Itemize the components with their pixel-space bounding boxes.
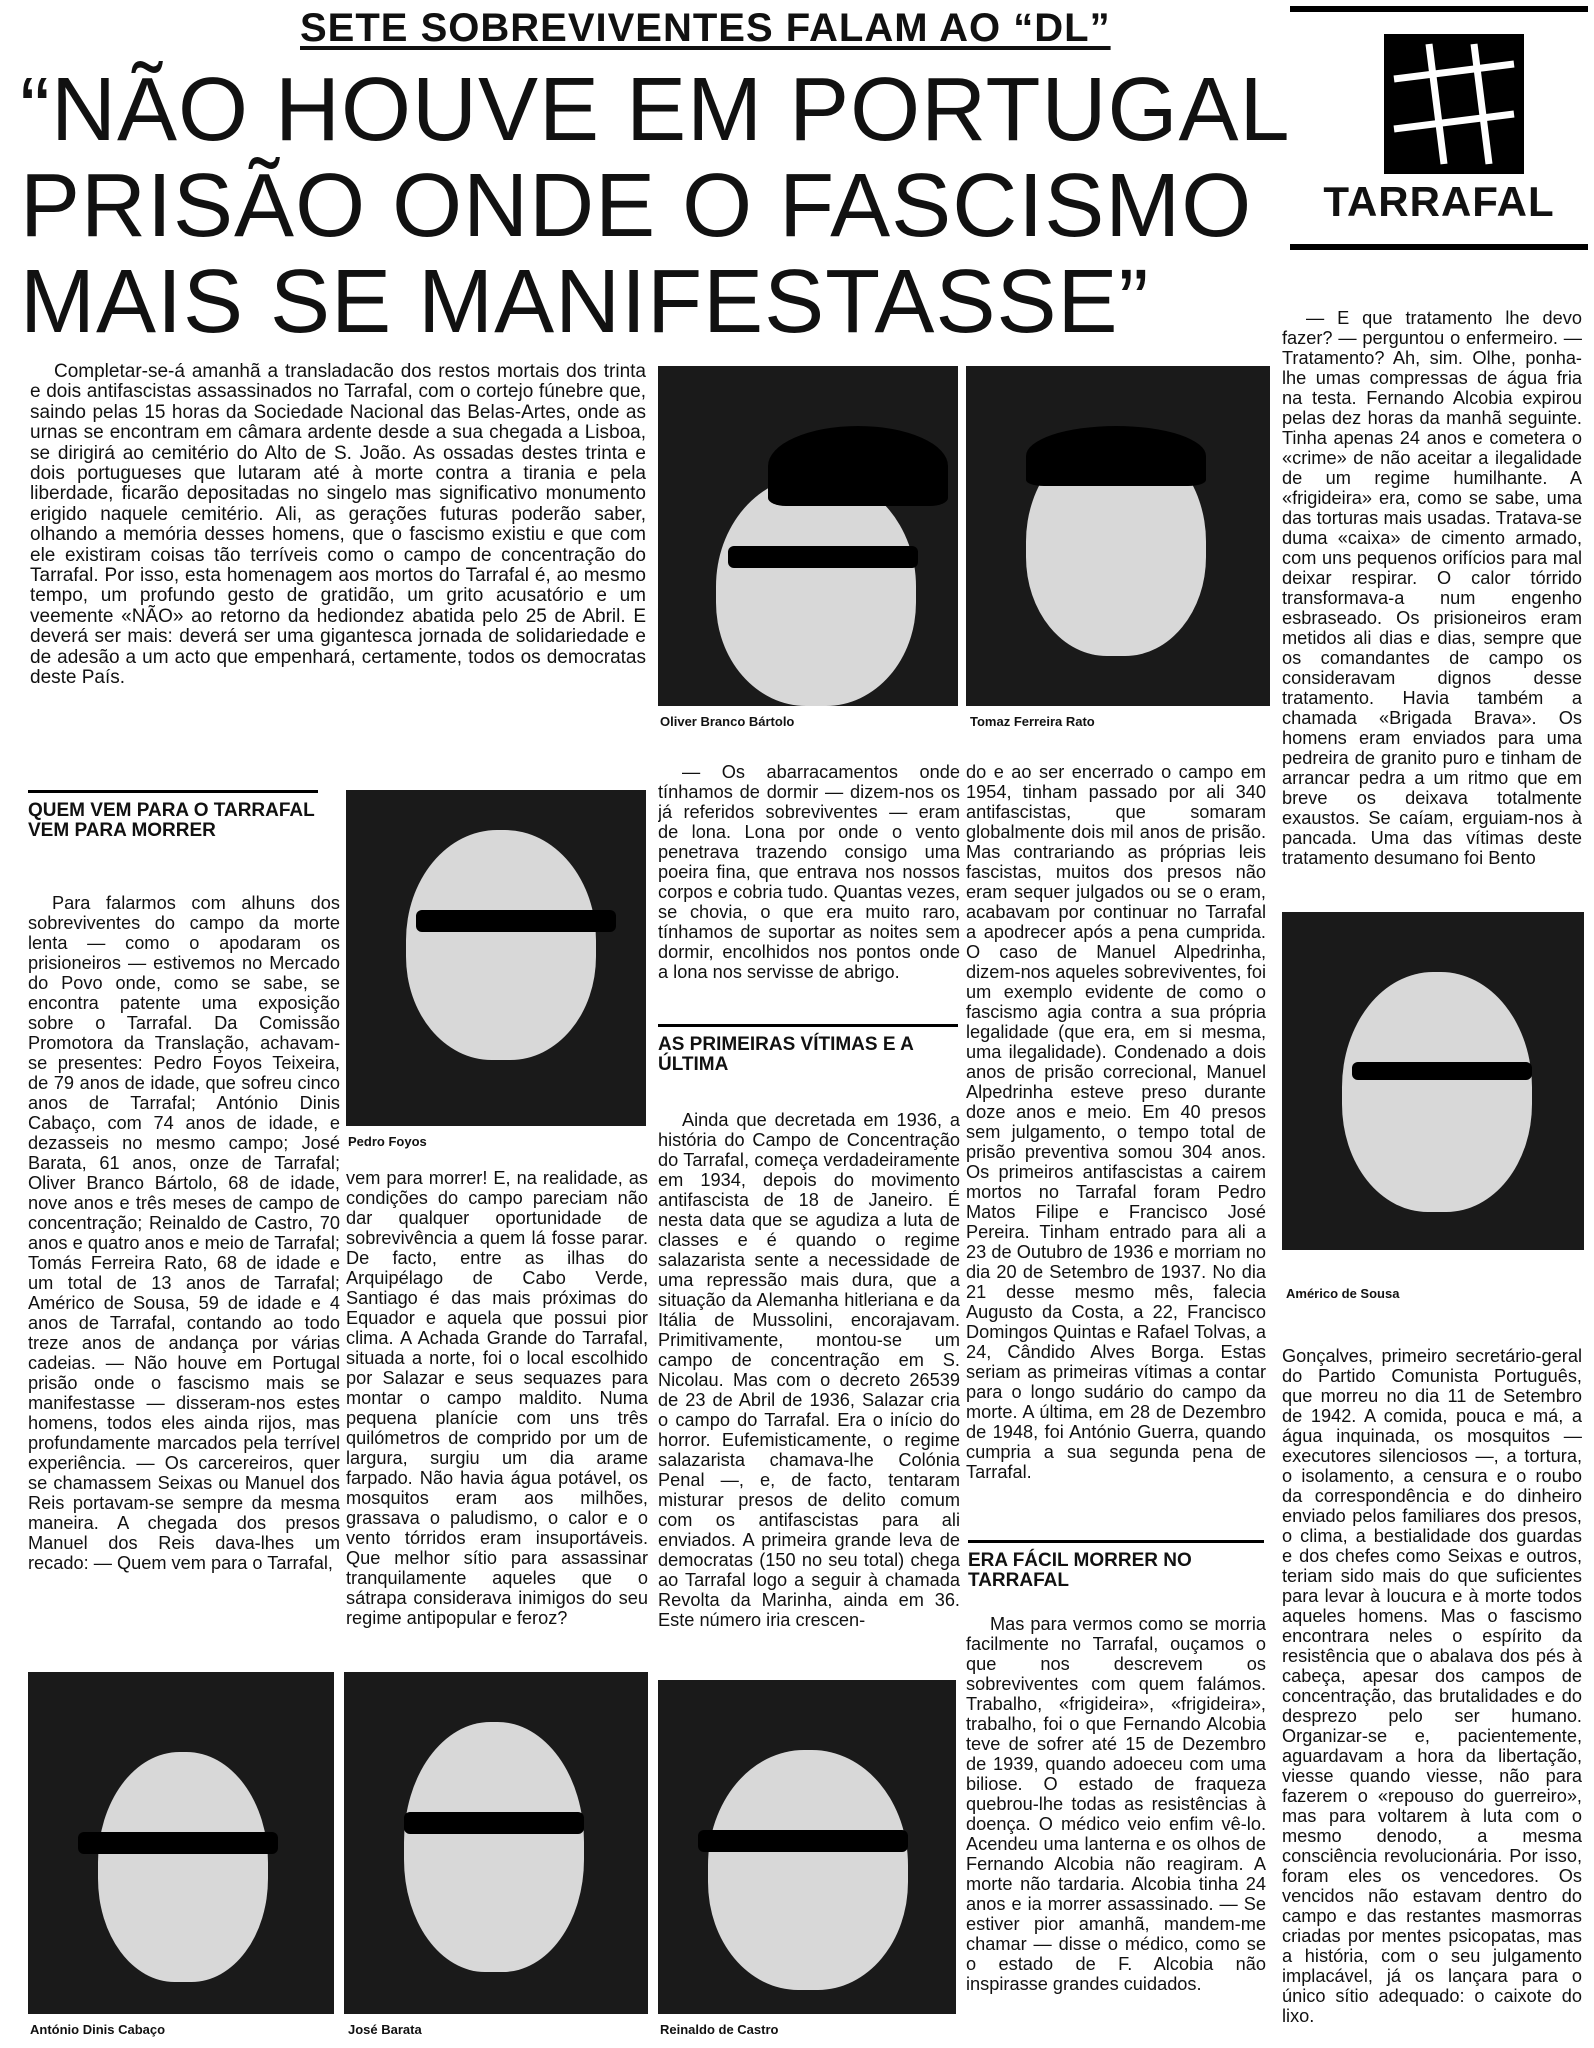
caption-antonio: António Dinis Cabaço (30, 2022, 166, 2037)
column-1 (28, 893, 340, 1653)
column-3-top (658, 762, 960, 1026)
caption-pedro: Pedro Foyos (348, 1134, 427, 1149)
lead-text: Completar-se-á amanhã a transladacão dos restos mortais dos trinta e dois antifascistas assassinados no Tarrafal, com o cortejo fúnebre que, saindo pelas 15 horas da Sociedade Nacional das Belas-Artes, onde as urnas se encontram em câmara ardente desde a sua chegada a Lisboa, se dirigirá ao cemitério do Alto de S. João. As ossadas destes trinta e dois portugueses que lutaram até à morte contra a tirania e pela liberdade, ficarão depositadas no singelo mas significativo monumento erigido naquele cemitério. Ali, as gerações futuras poderão saber, olhando a memória desses homens, que o fascismo existiu e que com ele existiram coisas tão terríveis como o campo de concentração do Tarrafal. Por isso, esta homenagem aos mortos do Tarrafal é, ao mesmo tempo, um profundo gesto de gratidão, um grito acusatório e um veemente «NÃO» ao retorno da hediondez abatida pelo 25 de Abril. E deverá ser mais: deverá ser uma gigantesca jornada de solidariedade e de adesão a um acto que empenhará, certamente, todos os democratas deste País. (30, 362, 646, 689)
column-1-text: Para falarmos com alhuns dos sobreviventes do campo da morte lenta — como o apodaram os prisioneiros — estivemos no Mercado do Povo onde, como se sabe, se encontra patente uma exposição sobre o Tarrafal. Da Comissão Promotora da Translação, achavam-se presentes: Pedro Foyos Teixeira, de 79 anos de idade, que sofreu cinco anos de Tarrafal; António Dinis Cabaço, com 74 anos de idade, e dezasseis no mesmo campo; José Barata, 61 anos, onze de Tarrafal; Oliver Branco Bártolo, 68 de idade, nove anos e três meses de campo de concentração; Reinaldo de Castro, 70 anos e quatro anos e meio de Tarrafal; Tomás Ferreira Rato, 68 de idade e um total de 13 anos de Tarrafal; Américo de Sousa, 59 de idade e 4 anos de Tarrafal, contando ao todo treze anos de andança por várias cadeias. — Não houve em Portugal prisão onde o fascismo mais se manifestasse — disseram-nos estes homens, todos eles ainda rijos, mas profundamente marcados pela terrível experiência. — Os carcereiros, quer se chamassem Seixas ou Manuel dos Reis portavam-se sempre da mesma maneira. A chegada dos presos Manuel dos Reis dava-lhes um recado: — Quem vem para o Tarrafal, (28, 893, 340, 1573)
column-5-bottom (1282, 1346, 1582, 2042)
column-3-bottom (658, 1110, 960, 1670)
caption-tomaz: Tomaz Ferreira Rato (970, 714, 1095, 729)
glasses-shape (1352, 1062, 1532, 1080)
lead-paragraph (30, 362, 646, 762)
headline-line-1: “NÃO HOUVE EM PORTUGAL (20, 60, 1291, 160)
photo-pedro-foyos (346, 790, 646, 1126)
face-shape (406, 830, 596, 1060)
headline (20, 60, 1291, 352)
glasses-shape (78, 1832, 278, 1854)
photo-americo-de-sousa (1282, 912, 1584, 1250)
glasses-shape (404, 1812, 584, 1834)
face-shape (708, 1750, 908, 1990)
face-shape (1342, 972, 1532, 1212)
photo-jose-barata (344, 1672, 648, 2014)
subhead-quem-vem: QUEM VEM PARA O TARRAFAL VEM PARA MORRER (28, 790, 318, 841)
kicker: SETE SOBREVIVENTES FALAM AO “DL” (300, 6, 1111, 50)
glasses-shape (416, 910, 616, 932)
section-logo-word: TARRAFAL (1323, 178, 1555, 225)
column-4-top-text: do e ao ser encerrado o campo em 1954, tinham passado por ali 340 antifascistas, que somaram globalmente dois mil anos de prisão. Mas contrariando as próprias leis fascistas, muitos dos presos não eram sequer julgados ou se o eram, acabavam por continuar no Tarrafal a apodrecer após a pena cumprida. O caso de Manuel Alpedrinha, dizem-nos aqueles sobreviventes, foi um exemplo evidente de como o fascismo agia contra a sua própria legalidade (que era, em si mesma, uma ilegalidade). Condenado a dois anos de prisão correcional, Manuel Alpedrinha esteve preso durante doze anos e meio. Em 40 presos sem julgamento, o tempo total de prisão preventiva somou 304 anos. Os primeiros antifascistas a cairem mortos no Tarrafal foram Pedro Matos Filipe e Francisco José Pereira. Tinham entrado para ali a 23 de Outubro de 1936 e morriam no dia 20 de Setembro de 1937. No dia 21 desse mesmo mês, falecia Augusto da Costa, a 22, Francisco Domingos Quintas e Rafael Tolvas, a 24, Cândido Alves Borga. Estas seriam as primeiras vítimas a contar para o longo sudário do campo da morte. A última, em 28 de Dezembro de 1948, foi António Guerra, quando cumpria a sua segunda pena de Tarrafal. (966, 762, 1266, 1482)
column-3-bottom-text: Ainda que decretada em 1936, a história do Campo de Concentração do Tarrafal, começa verdadeiramente em 1934, depois do movimento antifascista de 18 de Janeiro. É nesta data que se agudiza a luta de classes e é quando o regime salazarista sente a necessidade de uma repressão mais dura, que a situação da Alemanha hitleriana e da Itália de Mussolini, encorajavam. Primitivamente, montou-se um campo de concentração em S. Nicolau. Mas com o decreto 26539 de 23 de Abril de 1936, Salazar cria o campo do Tarrafal. Era o início do horror. Eufemisticamente, o regime salazarista chamava-lhe Colónia Penal —, e, de facto, tentaram misturar presos de delito comum com os antifascistas para ali enviados. A primeira grande leva de democratas (150 no seu total) chega ao Tarrafal logo a seguir à chamada Revolta da Marinha, ainda em 36. Este número iria crescen- (658, 1110, 960, 1630)
column-2-text: vem para morrer! E, na realidade, as condições do campo pareciam não dar qualquer oportunidade de sobrevivência a quem lá fosse parar. De facto, entre as ilhas do Arquipélago de Cabo Verde, Santiago é das mais próximas do Equador e aquela que possui pior clima. A Achada Grande do Tarrafal, situada a norte, foi o local escolhido por Salazar e seus sequazes para montar o campo maldito. Numa pequena planície com uns três quilómetros de comprido por um de largura, surgiu um dia arame farpado. Não havia água potável, os mosquitos eram aos milhões, grassava o paludismo, o calor e o vento tórridos eram insuportáveis. Que melhor sítio para assassinar tranquilamente aqueles que o sátrapa considerava inimigos do seu regime antipopular e feroz? (346, 1168, 648, 1628)
section-logo (1290, 6, 1588, 250)
glasses-shape (698, 1830, 908, 1852)
face-shape (716, 476, 916, 706)
headline-line-3: MAIS SE MANIFESTASSE” (20, 252, 1150, 352)
tarrafal-grid-icon (1384, 34, 1524, 174)
photo-oliver-branco-bartolo (658, 366, 958, 706)
column-5-bottom-text: Gonçalves, primeiro secretário-geral do Partido Comunista Português, que morreu no dia 11 de Setembro de 1942. A comida, pouca e má, a água inquinada, os mosquitos — executores silenciosos —, a tortura, o isolamento, a censura e o roubo da correspondência e do dinheiro enviado pelos familiares dos presos, o clima, a bestialidade dos guardas e dos chefes como Seixas e outros, teriam sido mais do que suficientes para levar à loucura e à morte todos aqueles homens. Mas o fascismo encontrara neles o espírito da resistência que o abalava dos pés à cabeça, apesar dos campos de concentração, das brutalidades e do desprezo pelo ser humano. Organizar-se e, pacientemente, aguardavam a hora da libertação, viesse quando viesse, não para fazerem o «repouso do guerreiro», mas para voltarem à luta com o mesmo denodo, a mesma consciência revolucionária. Por isso, foram eles os vencedores. Os vencidos não estavam dentro do campo e das restantes masmorras criadas por mentes psicopatas, mas a história, com o seu julgamento implacável, já os lançara para o único sítio adequado: o caixote do lixo. (1282, 1346, 1582, 2026)
column-4-bottom-text: Mas para vermos como se morria facilmente no Tarrafal, ouçamos o que nos descrevem os sobreviventes com quem falámos. Trabalho, «frigideira», «frigideira», trabalho, foi o que Fernando Alcobia teve de sofrer até 15 de Dezembro de 1939, quando adoeceu com uma biliose. O estado de fraqueza quebrou-lhe todas as resistências à doença. O médico veio enfim vê-lo. Acendeu uma lanterna e os olhos de Fernando Alcobia não reagiram. A morte não tardaria. Alcobia tinha 24 anos e ia morrer assassinado. — Se estiver pior amanhã, mandem-me chamar — disse o médico, como se o estado de F. Alcobia não inspirasse grandes cuidados. (966, 1614, 1266, 1994)
photo-tomaz-ferreira-rato (966, 366, 1270, 706)
column-2 (346, 1168, 648, 1656)
column-4-bottom (966, 1614, 1266, 2044)
face-shape (98, 1752, 268, 1982)
headline-line-2: PRISÃO ONDE O FASCISMO (20, 156, 1253, 256)
column-3-top-text: — Os abarracamentos onde tínhamos de dormir — dizem-nos os já referidos sobreviventes — eram de lona. Lona por onde o vento penetrava trazendo consigo uma poeira fina, que entrava nos nossos corpos e cobria tudo. Quantas vezes, se chovia, o que era muito raro, tínhamos de suportar as noites sem dormir, encolhidos nos pontos onde a lona nos servisse de abrigo. (658, 762, 960, 982)
face-shape (404, 1722, 584, 1972)
caption-reinaldo: Reinaldo de Castro (660, 2022, 779, 2037)
photo-antonio-dinis-cabaco (28, 1672, 334, 2014)
hair-shape (1026, 426, 1206, 486)
beret-shape (768, 426, 948, 506)
caption-oliver: Oliver Branco Bártolo (660, 714, 795, 729)
photo-reinaldo-de-castro (658, 1680, 956, 2014)
column-5-top-text: — E que tratamento lhe devo fazer? — perguntou o enfermeiro. — Tratamento? Ah, sim. Olhe, ponha-lhe umas compressas de água fria na testa. Fernando Alcobia expirou pelas dez horas da manhã seguinte. Tinha apenas 24 anos e cometera o «crime» de não aceitar a ilegalidade de um regime humilhante. A «frigideira» era, como se sabe, uma das torturas mais usadas. Tratava-se duma «caixa» de cimento armado, com uns pequenos orifícios para mal deixar respirar. O calor tórrido transformava-a num engenho esbraseado. Os prisioneiros eram metidos ali dias e dias, sempre que os comandantes de campo os consideravam dignos desse tratamento. Havia também a chamada «Brigada Brava». Os homens eram enviados para uma pedreira de granito puro e tinham de arrancar pedra a um ritmo que em breve os deixava totalmente exaustos. Se caíam, erguiam-nos à pancada. Uma das vítimas deste tratamento desumano foi Bento (1282, 308, 1582, 868)
glasses-shape (728, 546, 918, 568)
column-4-top (966, 762, 1266, 1522)
caption-jose: José Barata (348, 2022, 422, 2037)
caption-americo: Américo de Sousa (1286, 1286, 1400, 1301)
subhead-era-facil: ERA FÁCIL MORRER NO TARRAFAL (968, 1540, 1264, 1591)
subhead-primeiras-vitimas: AS PRIMEIRAS VÍTIMAS E A ÚLTIMA (658, 1024, 958, 1075)
column-5-top (1282, 308, 1582, 902)
